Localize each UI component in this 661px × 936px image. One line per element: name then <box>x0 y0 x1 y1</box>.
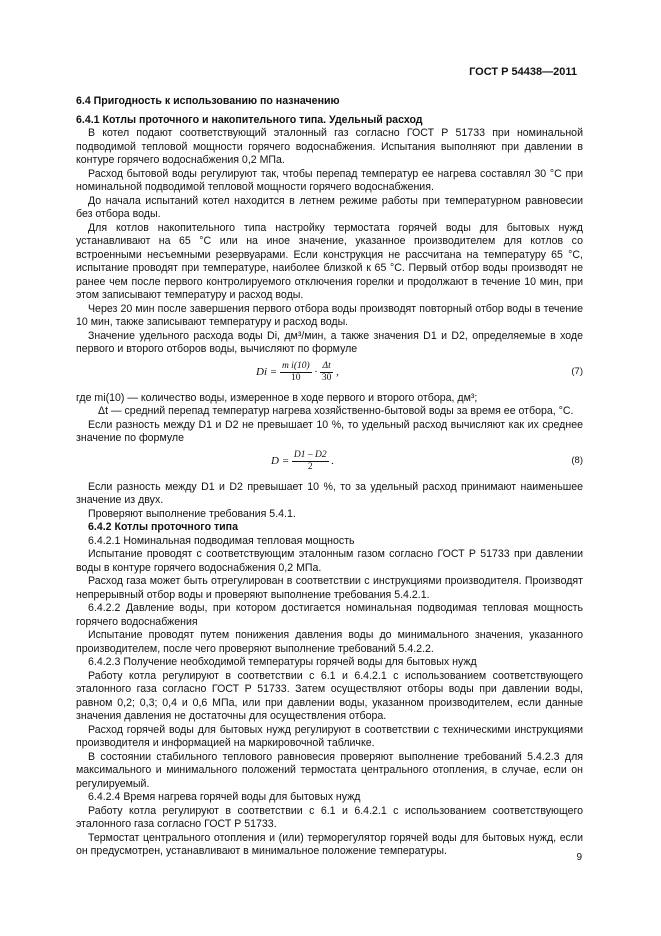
paragraph: Термостат центрального отопления и (или) терморегулятор горячей воды для бытовых нужд, если он предусмотрен, устанавливают в минимальное положение температуры. <box>76 831 583 857</box>
formula-lhs: Di = <box>256 365 278 378</box>
formula-period: . <box>331 454 335 467</box>
formula-expression <box>271 450 334 473</box>
paragraph: Работу котла регулируют в соответствии с 6.1 и 6.4.2.1 с использованием соответствующего эталонного газа согласно ГОСТ Р 51733. Затем осуществляют отборы воды при давлении воды, равном 0,2; 0,3; 0,4 и 0,6 МПа, или при давлении воды, указанном производителем, если данные значения давления не достаточны для осуществления отбора. <box>76 669 583 722</box>
paragraph: Расход газа может быть отрегулирован в соответствии с инструкциями производителя. Производят непрерывный отбор воды и проверяют выполнение требования 5.4.2.1. <box>76 575 583 601</box>
paragraph: Испытание проводят с соответствующим эталонным газом согласно ГОСТ Р 51733 при давлении воды в контуре горячего водоснабжения 0,2 МПа. <box>76 548 583 574</box>
clause-title: 6.4.2.4 Время нагрева горячей воды для бытовых нужд <box>88 791 361 803</box>
fraction <box>320 361 334 384</box>
formula-8 <box>76 448 583 478</box>
fraction <box>280 361 312 384</box>
document-body <box>76 95 583 859</box>
paragraph: Если разность между D1 и D2 не превышает 10 %, то удельный расход вычисляют как их среднее значение по формуле <box>76 418 583 444</box>
clause-title: 6.4.2.1 Номинальная подводимая тепловая мощность <box>88 534 355 547</box>
subsection-title: 6.4.1 Котлы проточного и накопительного типа. Удельный расход <box>76 113 423 126</box>
formula-7 <box>76 359 583 389</box>
paragraph: Через 20 мин после завершения первого отбора воды производят повторный отбор воды в течение 10 мин, также записывают температуру и расход воды. <box>76 302 583 328</box>
fraction-numerator: Δt <box>320 361 334 373</box>
formula-expression <box>256 361 339 384</box>
definition: где mi(10) — количество воды, измеренное в ходе первого и второго отбора, дм³; <box>76 391 478 404</box>
paragraph: Значение удельного расхода воды Di, дм³/мин, а также значения D1 и D2, определяемые в ходе первого и второго отборов воды, вычисляют по формуле <box>76 329 583 355</box>
formula-number: (8) <box>571 454 583 466</box>
page-number: 9 <box>576 852 582 863</box>
subsection-title: 6.4.2 Котлы проточного типа <box>88 521 238 533</box>
paragraph: Если разность между D1 и D2 превышает 10 %, то за удельный расход принимают наименьшее значение из двух. <box>76 480 583 506</box>
fraction-denominator: 10 <box>291 372 301 383</box>
paragraph: В состоянии стабильного теплового равновесия проверяют выполнение требований 5.4.2.3 для максимального и минимального положений термостата центрального отопления, в случае, если он регулируемый. <box>76 750 583 790</box>
formula-lhs: D = <box>271 454 290 467</box>
paragraph: В котел подают соответствующий эталонный газ согласно ГОСТ Р 51733 при номинальной подводимой тепловой мощности горячего водоснабжения. Испытания выполняют при давлении в контуре горячего водоснабжения 0,2 МПа. <box>76 127 583 166</box>
fraction-denominator: 30 <box>321 372 332 383</box>
section-title: 6.4 Пригодность к использованию по назначению <box>76 95 340 107</box>
paragraph: Работу котла регулируют в соответствии с 6.1 и 6.4.2.1 с использованием соответствующего эталонного газа согласно ГОСТ Р 51733. <box>76 804 583 830</box>
multiply-sign: · <box>314 365 318 378</box>
definition: Δt — средний перепад температур нагрева хозяйственно-бытовой воды за время ее отбора, °С. <box>98 405 574 417</box>
fraction <box>292 450 329 473</box>
fraction-denominator: 2 <box>307 461 313 472</box>
paragraph: До начала испытаний котел находится в летнем режиме работы при температурном равновесии без отбора воды. <box>76 194 583 220</box>
paragraph: Расход горячей воды для бытовых нужд регулируют в соответствии с техническими инструкциями производителя и информацией на маркировочной табличке. <box>76 723 583 749</box>
paragraph: Проверяют выполнение требования 5.4.1. <box>88 507 296 520</box>
paragraph: Для котлов накопительного типа настройку термостата горячей воды для бытовых нужд устанавливают на 65 °С или на иное значение, указанное производителем для котлов со встроенными несъемными резервуарами. Если конструкция не рассчитана на температуру 65 °С, испытание проводят при температуре, наиболее близкой к 65 °С. Первый отбор воды производят не ранее чем после первого контролируемого отключения горелки и продолжают в течение 10 мин, при этом записывают температуру и расход воды. <box>76 221 583 301</box>
clause-title: 6.4.2.2 Давление воды, при котором достигается номинальная подводимая тепловая мощность горячего водоснабжения <box>76 602 583 628</box>
clause-title: 6.4.2.3 Получение необходимой температуры горячей воды для бытовых нужд <box>88 656 477 668</box>
fraction-numerator: D1 – D2 <box>293 449 327 460</box>
document-code: ГОСТ Р 54438—2011 <box>469 66 577 78</box>
formula-number: (7) <box>571 365 583 377</box>
paragraph: Расход бытовой воды регулируют так, чтобы перепад температур ее нагрева составлял 30 °С при номинальной подводимой тепловой мощности горячего водоснабжения. <box>76 167 583 193</box>
paragraph: Испытание проводят путем понижения давления воды до минимального значения, указанного производителем, после чего проверяют выполнение требований 5.4.2.2. <box>76 629 583 655</box>
formula-comma: , <box>336 365 339 378</box>
fraction-numerator: m i(10) <box>281 360 310 371</box>
